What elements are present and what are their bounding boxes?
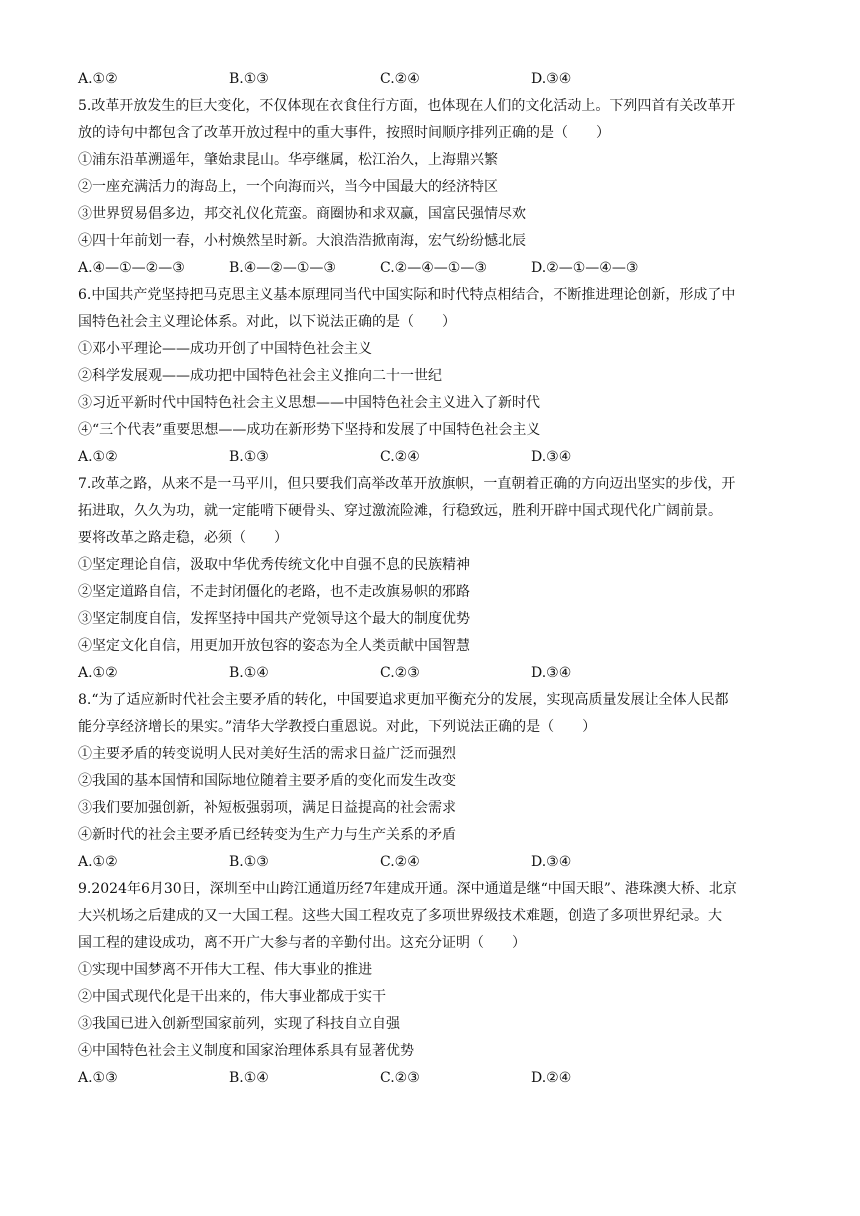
answer-options	[78, 255, 788, 282]
statement-item: ②我国的基本国情和国际地位随着主要矛盾的变化而发生改变	[78, 773, 456, 789]
statement-item: ③坚定制度自信，发挥坚持中国共产党领导这个最大的制度优势	[78, 611, 470, 627]
exam-page	[78, 66, 788, 1092]
option-c: C.②④	[380, 71, 420, 87]
option-d: D.③④	[531, 854, 572, 870]
answer-options	[78, 1065, 788, 1092]
option-c: C.②④	[380, 854, 420, 870]
option-d: D.③④	[531, 71, 572, 87]
statement-item: ④新时代的社会主要矛盾已经转变为生产力与生产关系的矛盾	[78, 827, 456, 843]
question-stem-line: 9.2024年6月30日，深圳至中山跨江通道历经7年建成开通。深中通道是继“中国天眼”、港珠澳大桥、北京	[78, 881, 737, 897]
question-stem-line: 要将改革之路走稳，必须（ ）	[78, 530, 288, 546]
question-stem-line: 7.改革之路，从来不是一马平川，但只要我们高举改革开放旗帜，一直朝着正确的方向迈出坚实的步伐，开	[78, 476, 736, 492]
statement-item: ①浦东沿革溯遥年，肇始隶昆山。华亭继属，松江治久，上海鼎兴繁	[78, 152, 498, 168]
question-4-options	[78, 66, 788, 93]
option-b: B.④—②—①—③	[229, 260, 336, 276]
statement-item: ②坚定道路自信，不走封闭僵化的老路，也不走改旗易帜的邪路	[78, 584, 470, 600]
statement-item: ③世界贸易倡多边，邦交礼仪化荒蛮。商圈协和求双赢，国富民强情尽欢	[78, 206, 526, 222]
answer-options	[78, 660, 788, 687]
option-b: B.①④	[229, 1070, 269, 1086]
statement-item: ③习近平新时代中国特色社会主义思想——中国特色社会主义进入了新时代	[78, 395, 540, 411]
statement-item: ②科学发展观——成功把中国特色社会主义推向二十一世纪	[78, 368, 442, 384]
option-a: A.①②	[78, 71, 118, 87]
option-a: A.①②	[78, 854, 118, 870]
option-d: D.②—①—④—③	[531, 260, 639, 276]
question-stem-line: 放的诗句中都包含了改革开放过程中的重大事件，按照时间顺序排列正确的是（ ）	[78, 125, 610, 141]
question-stem-line: 能分享经济增长的果实。”清华大学教授白重恩说。对此，下列说法正确的是（ ）	[78, 719, 597, 735]
question-9	[78, 876, 788, 1092]
question-stem-line: 大兴机场之后建成的又一大国工程。这些大国工程攻克了多项世界级技术难题，创造了多项世界纪录。大	[78, 908, 722, 924]
question-stem-line: 8.“为了适应新时代社会主要矛盾的转化，中国要追求更加平衡充分的发展，实现高质量发展让全体人民都	[78, 692, 729, 708]
statement-item: ④坚定文化自信，用更加开放包容的姿态为全人类贡献中国智慧	[78, 638, 470, 654]
statement-item: ①邓小平理论——成功开创了中国特色社会主义	[78, 341, 372, 357]
statement-item: ①坚定理论自信，汲取中华优秀传统文化中自强不息的民族精神	[78, 557, 470, 573]
option-c: C.②—④—①—③	[380, 260, 487, 276]
option-b: B.①④	[229, 665, 269, 681]
question-stem-line: 6.中国共产党坚持把马克思主义基本原理同当代中国实际和时代特点相结合，不断推进理论创新，形成了中	[78, 287, 736, 303]
statement-item: ②中国式现代化是干出来的，伟大事业都成于实干	[78, 989, 386, 1005]
question-stem-line: 拓进取，久久为功，就一定能啃下硬骨头、穿过激流险滩，行稳致远，胜利开辟中国式现代化广阔前景。	[78, 503, 722, 519]
statement-item: ①主要矛盾的转变说明人民对美好生活的需求日益广泛而强烈	[78, 746, 456, 762]
question-stem-line: 国工程的建设成功，离不开广大参与者的辛勤付出。这充分证明（ ）	[78, 935, 526, 951]
option-b: B.①③	[229, 71, 269, 87]
statement-item: ①实现中国梦离不开伟大工程、伟大事业的推进	[78, 962, 372, 978]
option-a: A.④—①—②—③	[78, 260, 185, 276]
question-stem-line: 国特色社会主义理论体系。对此，以下说法正确的是（ ）	[78, 314, 456, 330]
statement-item: ④“三个代表”重要思想——成功在新形势下坚持和发展了中国特色社会主义	[78, 422, 541, 438]
option-c: C.②③	[380, 665, 420, 681]
statement-item: ③我国已进入创新型国家前列，实现了科技自立自强	[78, 1016, 400, 1032]
option-c: C.②③	[380, 1070, 420, 1086]
option-a: A.①③	[78, 1070, 118, 1086]
statement-item: ③我们要加强创新，补短板强弱项，满足日益提高的社会需求	[78, 800, 456, 816]
option-b: B.①③	[229, 449, 269, 465]
statement-item: ②一座充满活力的海岛上，一个向海而兴，当今中国最大的经济特区	[78, 179, 498, 195]
question-8	[78, 687, 788, 876]
answer-options	[78, 849, 788, 876]
question-stem-line: 5.改革开放发生的巨大变化，不仅体现在衣食住行方面，也体现在人们的文化活动上。下列四首有关改革开	[78, 98, 736, 114]
option-c: C.②④	[380, 449, 420, 465]
option-d: D.③④	[531, 665, 572, 681]
statement-item: ④中国特色社会主义制度和国家治理体系具有显著优势	[78, 1043, 414, 1059]
statement-item: ④四十年前划一春，小村焕然呈时新。大浪浩浩掀南海，宏气纷纷憾北辰	[78, 233, 526, 249]
question-5	[78, 93, 788, 282]
question-6	[78, 282, 788, 471]
option-d: D.③④	[531, 449, 572, 465]
option-a: A.①②	[78, 449, 118, 465]
option-a: A.①②	[78, 665, 118, 681]
option-b: B.①③	[229, 854, 269, 870]
question-7	[78, 471, 788, 687]
answer-options	[78, 444, 788, 471]
option-d: D.②④	[531, 1070, 572, 1086]
